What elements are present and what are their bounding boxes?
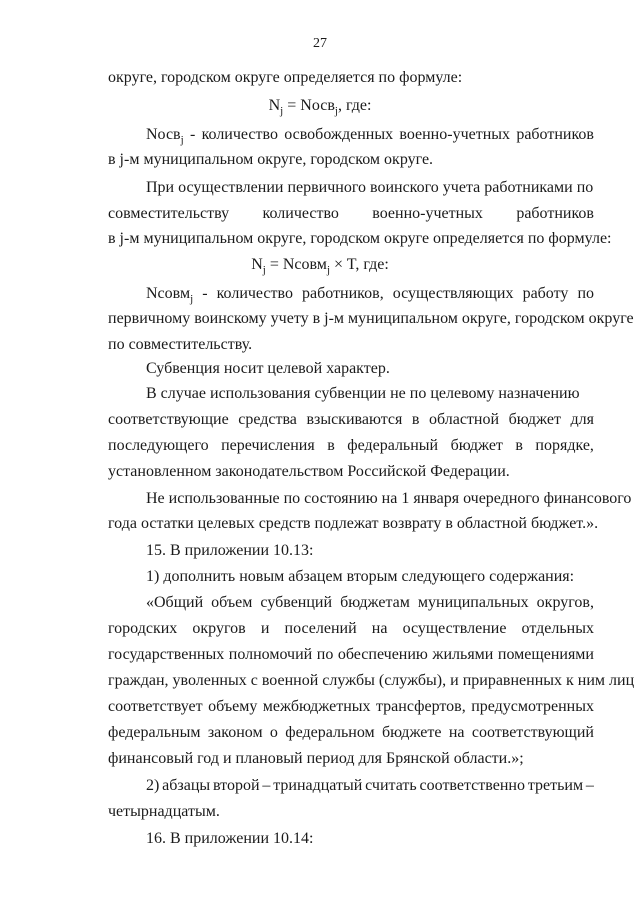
text-line: по совместительству. — [108, 336, 253, 353]
page-number: 27 — [313, 36, 327, 51]
text-line: государственных полномочий по обеспечению жильями помещениями — [108, 646, 594, 663]
text-line: городских округов и поселений на осуществление отдельных — [108, 620, 594, 637]
text-line: соответствующие средства взыскиваются в областной бюджет для — [108, 411, 594, 428]
text-line: года остатки целевых средств подлежат возврату в областной бюджет.». — [108, 515, 599, 532]
section-heading: 16. В приложении 10.14: — [146, 830, 314, 847]
text-line: «Общий объем субвенций бюджетам муниципальных округов, — [146, 594, 594, 611]
definition-line: Nосв$_j$ - количество освобожденных военно-учетных работников — [146, 126, 594, 146]
text-line: Субвенция носит целевой характер. — [146, 360, 390, 377]
text-line: Не использованные по состоянию на 1 января очередного финансового — [146, 490, 632, 507]
formula-2: $N_j$ = Nсовм$_j$ × T, где: — [251, 256, 389, 276]
text-line: четырнадцатым. — [108, 803, 220, 820]
text-line: последующего перечисления в федеральный бюджет в порядке, — [108, 437, 594, 454]
text-line: в j-м муниципальном округе, городском округе. — [108, 151, 434, 168]
definition-line: Nсовм$_j$ - количество работников, осуществляющих работу по — [146, 285, 594, 305]
formula-1: $N_j$ = Nосв$_j$, где: — [268, 97, 372, 117]
text-line: граждан, уволенных с военной службы (службы), и приравненных к ним лиц — [108, 672, 635, 689]
text-line: федеральным законом о федеральном бюджете на соответствующий — [108, 724, 594, 741]
text-line: В случае использования субвенции не по целевому назначению — [146, 385, 580, 402]
text-line: округе, городском округе определяется по формуле: — [108, 69, 463, 86]
text-line: установленном законодательством Российской Федерации. — [108, 463, 510, 480]
text-line: совместительству количество военно-учетных работников — [108, 205, 594, 222]
text-line: соответствует объему межбюджетных трансфертов, предусмотренных — [108, 698, 594, 715]
text-line: При осуществлении первичного воинского учета работниками по — [146, 179, 594, 196]
text-line: 2) абзацы второй – тринадцатый считать соответственно третьим – — [146, 777, 594, 794]
text-line: в j-м муниципальном округе, городском округе определяется по формуле: — [108, 230, 612, 247]
section-heading: 15. В приложении 10.13: — [146, 542, 314, 559]
text-line: первичному воинскому учету в j-м муниципальном округе, городском округе — [108, 310, 634, 327]
text-line: 1) дополнить новым абзацем вторым следующего содержания: — [146, 568, 575, 585]
text-line: финансовый год и плановый период для Брянской области.»; — [108, 750, 524, 767]
